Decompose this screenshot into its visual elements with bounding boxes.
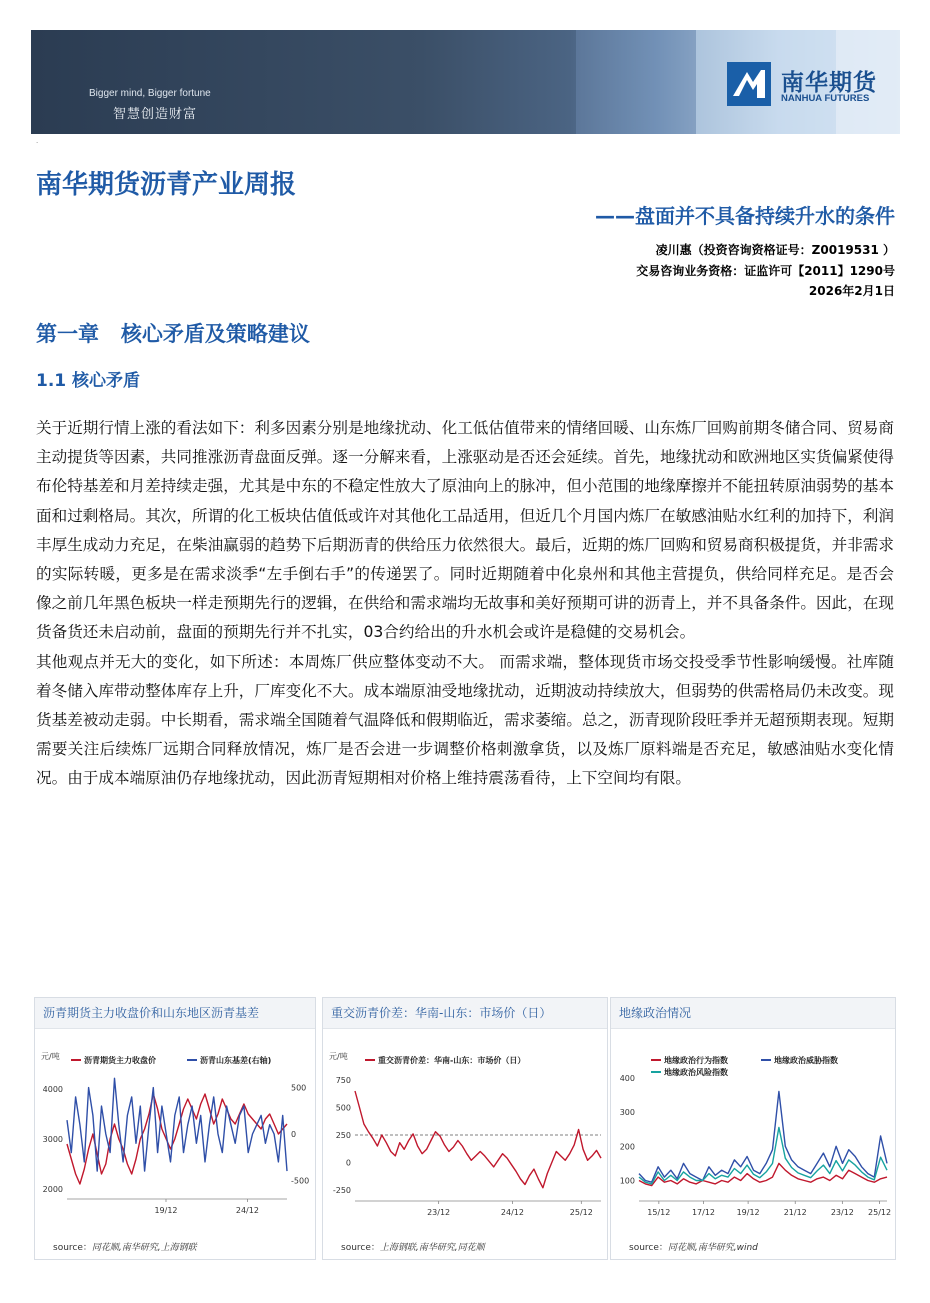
logo-chinese-text: 南华期货 xyxy=(781,70,877,96)
chart-panel-price-basis xyxy=(34,997,316,1260)
slogan-english: Bigger mind, Bigger fortune xyxy=(89,88,211,99)
license-line: 交易咨询业务资格：证监许可【2011】1290号 xyxy=(636,264,895,278)
y-tick-label: 250 xyxy=(335,1131,351,1140)
chapter-heading: 第一章 核心矛盾及策略建议 xyxy=(36,322,310,346)
nanhua-logo xyxy=(727,60,897,110)
x-tick-label: 24/12 xyxy=(235,1206,259,1215)
chart-title: 地缘政治情况 xyxy=(611,998,895,1029)
x-tick-label: 21/12 xyxy=(783,1208,807,1217)
x-tick-label: 15/12 xyxy=(647,1208,671,1217)
y2-tick-label: 500 xyxy=(291,1083,307,1093)
author-line: 凌川惠（投资咨询资格证号：Z0019531 ） xyxy=(655,243,895,257)
y-axis-unit: 元/吨 xyxy=(329,1052,348,1061)
x-tick-label: 19/12 xyxy=(736,1208,760,1217)
paragraph: 其他观点并无大的变化，如下所述：本周炼厂供应整体变动不大。 而需求端，整体现货市场交投受季节性影响缓慢。社库随着冬储入库带动整体库存上升，厂库变化不大。成本端原油受地缘扰动，近期波动持续放大，但弱势的供需格局仍未改变。现货基差被动走弱。中长期看，需求端全国随着气温降低和假期临近，需求萎缩。总之，沥青现阶段旺季并无超预期表现。短期需要关注后续炼厂远期合同释放情况，炼厂是否会进一步调整价格刺激拿货，以及炼厂原料端是否充足，敏感油贴水变化情况。由于成本端原油仍存地缘扰动，因此沥青短期相对价格上维持震荡看待，上下空间均有限。 xyxy=(36,652,894,788)
logo-english-text: NANHUA FUTURES xyxy=(781,93,870,104)
x-tick-label: 25/12 xyxy=(868,1208,892,1217)
paragraph: 关于近期行情上涨的看法如下：利多因素分别是地缘扰动、化工低估值带来的情绪回暖、山东炼厂回购前期冬储合同、贸易商主动提货等因素，共同推涨沥青盘面反弹。逐一分解来看，上涨驱动是否还会延续。首先，地缘扰动和欧洲地区实货偏紧使得布伦特基差和月差持续走强，尤其是中东的不稳定性放大了原油向上的脉冲，但小范围的地缘摩擦并不能扭转原油弱势的基本面和过剩格局。其次，所谓的化工板块估值低或许对其他化工品适用，但近几个月国内炼厂在敏感油贴水红利的加持下，利润丰厚生成动力充足，在柴油赢弱的趋势下后期沥青的供给压力依然很大。最后，近期的炼厂回购和贸易商积极提货，并非需求的实际转暖，更多是在需求淡季“左手倒右手”的传递罢了。同时近期随着中化泉州和其他主营提负，供给同样充足。是否会像之前几年黑色板块一样走预期先行的逻辑，在供给和需求端均无故事和美好预期可讲的沥青上，并不具备条件。因此，在现货备货还未启动前，盘面的预期先行并不扎实，03合约给出的升水机会或许是稳健的交易机会。 xyxy=(36,419,894,642)
y-tick-label: 100 xyxy=(619,1176,635,1186)
y-tick-label: 500 xyxy=(335,1103,351,1113)
y-tick-label: 0 xyxy=(345,1158,351,1168)
chart-panel-geopolitics xyxy=(610,997,896,1260)
chart-price-basis xyxy=(35,1029,315,1229)
chart-source: source：同花顺,南华研究,上海钢联 xyxy=(53,1243,197,1253)
y-tick-label: 400 xyxy=(619,1073,635,1083)
series-line xyxy=(67,1078,287,1171)
chart-source-text: 上海钢联,南华研究,同花顺 xyxy=(379,1243,485,1253)
chart-source: source：同花顺,南华研究,wind xyxy=(629,1243,758,1253)
header-banner xyxy=(31,30,900,134)
series-line xyxy=(639,1127,887,1184)
legend-label: 地缘政治行为指数 xyxy=(664,1056,728,1065)
body-text xyxy=(36,414,894,794)
legend-label: 沥青山东基差(右轴) xyxy=(200,1056,272,1065)
x-tick-label: 17/12 xyxy=(691,1208,716,1217)
legend-label: 地缘政治威胁指数 xyxy=(774,1056,838,1065)
banner-stripe xyxy=(576,30,696,134)
y-tick-label: -250 xyxy=(332,1186,351,1195)
legend-label: 沥青期货主力收盘价 xyxy=(84,1056,156,1065)
y2-tick-label: -500 xyxy=(291,1176,310,1186)
report-subtitle: ——盘面并不具备持续升水的条件 xyxy=(595,204,895,228)
y-axis-unit: 元/吨 xyxy=(41,1052,60,1061)
chart-source-text: 同花顺,南华研究,上海钢联 xyxy=(91,1243,197,1253)
x-tick-label: 23/12 xyxy=(427,1208,451,1217)
chart-panel-spread xyxy=(322,997,608,1260)
y-tick-label: 2000 xyxy=(42,1185,63,1194)
report-title: 南华期货沥青产业周报 xyxy=(36,170,297,200)
section-heading: 1.1 核心矛盾 xyxy=(36,371,141,391)
x-tick-label: 24/12 xyxy=(500,1208,524,1217)
page-marker: · xyxy=(36,139,39,147)
chart-title: 沥青期货主力收盘价和山东地区沥青基差 xyxy=(35,998,315,1029)
x-tick-label: 25/12 xyxy=(569,1208,593,1217)
chart-source: source：上海钢联,南华研究,同花顺 xyxy=(341,1243,485,1253)
y-tick-label: 300 xyxy=(619,1108,635,1118)
legend-label: 地缘政治风险指数 xyxy=(664,1068,728,1077)
nanhua-logo-icon xyxy=(727,62,771,106)
series-line xyxy=(355,1091,601,1188)
y-tick-label: 200 xyxy=(619,1142,635,1152)
y-tick-label: 750 xyxy=(335,1076,351,1085)
slogan-chinese: 智慧创造财富 xyxy=(113,107,198,122)
series-line xyxy=(639,1092,887,1183)
y2-tick-label: 0 xyxy=(291,1130,297,1139)
chart-title: 重交沥青价差：华南-山东：市场价（日） xyxy=(323,998,607,1029)
y-tick-label: 3000 xyxy=(42,1135,63,1144)
report-date: 2026年2月1日 xyxy=(808,284,895,298)
legend-label: 重交沥青价差：华南-山东：市场价（日） xyxy=(378,1056,526,1065)
x-tick-label: 19/12 xyxy=(154,1206,178,1215)
chart-source-text: 同花顺,南华研究,wind xyxy=(667,1243,758,1253)
chart-geopolitics xyxy=(611,1029,895,1229)
chart-spread xyxy=(323,1029,607,1229)
x-tick-label: 23/12 xyxy=(830,1208,854,1217)
y-tick-label: 4000 xyxy=(42,1085,63,1094)
